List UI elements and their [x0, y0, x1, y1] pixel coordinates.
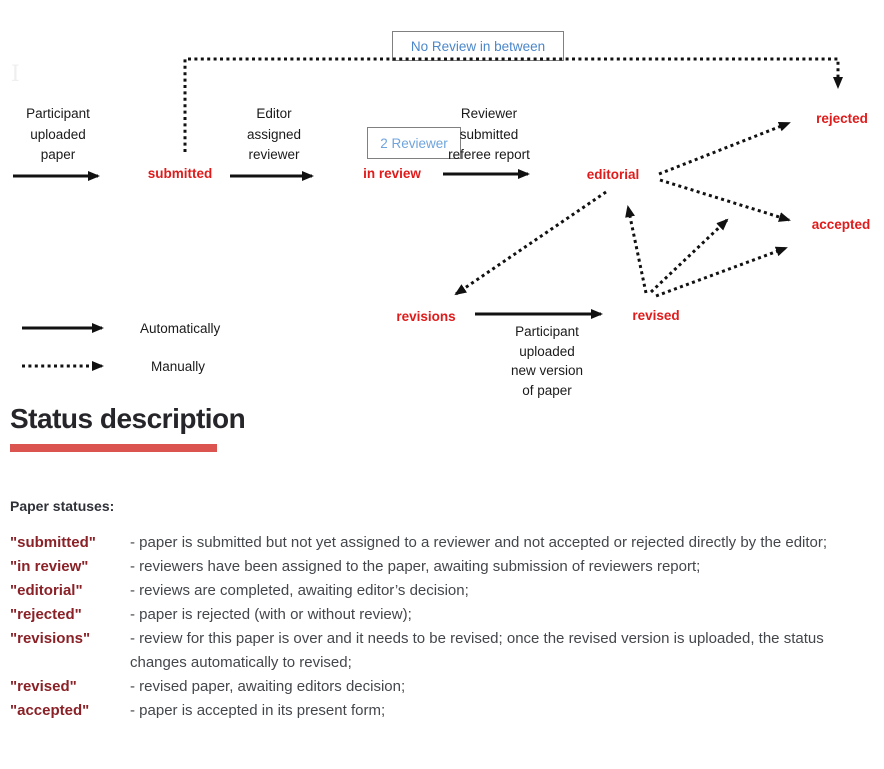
status-label: "revised": [10, 678, 77, 695]
status-label: "accepted": [10, 702, 90, 719]
annotation-reviewer-submitted-report: [429, 104, 549, 166]
status-row-rejected: [10, 603, 874, 627]
arrow-editorial-to-rejected: [659, 123, 789, 174]
cursor-artifact: I: [11, 62, 20, 87]
status-list: [10, 531, 874, 723]
section-title: Status description: [10, 403, 246, 434]
annotation-line: Editor: [256, 106, 292, 121]
legend-automatically-label: Automatically: [140, 321, 221, 336]
paper-statuses-heading: Paper statuses:: [10, 498, 115, 514]
title-underline-bar: [10, 444, 217, 452]
annotation-line: assigned: [246, 126, 302, 142]
status-description: - paper is submitted but not yet assigned to a reviewer and not accepted or rejected directly by the editor;: [130, 534, 828, 551]
status-label: "editorial": [10, 582, 83, 599]
node-revisions: revisions: [396, 309, 456, 324]
status-row-revised: [10, 675, 874, 699]
status-description: - review for this paper is over and it needs to be revised; once the revised version is uploaded, the status changes automatically to revised;: [130, 630, 824, 671]
annotation-line: uploaded: [30, 126, 86, 142]
arrow-revised-to-accepted: [656, 248, 786, 296]
status-label: "revisions": [10, 630, 91, 647]
legend-manually-label: Manually: [151, 359, 206, 374]
arrow-revised-to-rejected: [651, 220, 727, 292]
node-editorial: editorial: [586, 167, 640, 182]
annotation-line: uploaded: [519, 343, 575, 359]
annotation-participant-new-version: [497, 322, 597, 400]
arrow-editorial-to-revisions: [456, 192, 606, 294]
annotation-line: referee report: [448, 147, 530, 162]
annotation-line: reviewer: [248, 147, 300, 162]
status-row-accepted: [10, 699, 874, 723]
status-label: "rejected": [10, 606, 82, 623]
annotation-participant-uploaded-paper: [8, 104, 108, 166]
status-description: - reviews are completed, awaiting editor’s decision;: [130, 582, 469, 599]
status-row-revisions: [10, 627, 874, 675]
arrow-editorial-to-accepted: [660, 180, 789, 220]
annotation-line: Participant: [26, 106, 90, 121]
status-description: - revised paper, awaiting editors decision;: [130, 678, 406, 695]
status-row-in-review: [10, 555, 874, 579]
two-reviewer-note-label: 2 Reviewer: [380, 135, 448, 151]
status-description: - paper is accepted in its present form;: [130, 702, 386, 719]
node-in-review: in review: [363, 166, 421, 181]
no-review-note-box: [392, 31, 564, 61]
node-rejected: rejected: [816, 111, 868, 126]
status-label: "in review": [10, 558, 89, 575]
annotation-line: of paper: [522, 382, 572, 398]
status-description: - reviewers have been assigned to the paper, awaiting submission of reviewers report;: [130, 558, 701, 575]
status-row-editorial: [10, 579, 874, 603]
annotation-editor-assigned-reviewer: [224, 104, 324, 166]
arrow-revised-to-editorial: [628, 207, 646, 293]
status-label: "submitted": [10, 534, 96, 551]
node-submitted: submitted: [147, 166, 213, 181]
no-review-note-label: No Review in between: [410, 38, 546, 54]
annotation-line: Participant: [515, 324, 579, 339]
annotation-line: submitted: [459, 126, 519, 142]
annotation-line: Reviewer: [460, 106, 518, 121]
status-description-section: [10, 402, 874, 723]
node-accepted: accepted: [811, 217, 871, 232]
annotation-line: paper: [40, 147, 76, 162]
status-description: - paper is rejected (with or without review);: [130, 606, 412, 623]
node-revised: revised: [632, 308, 680, 323]
status-row-submitted: [10, 531, 874, 555]
annotation-line: new version: [510, 363, 584, 378]
